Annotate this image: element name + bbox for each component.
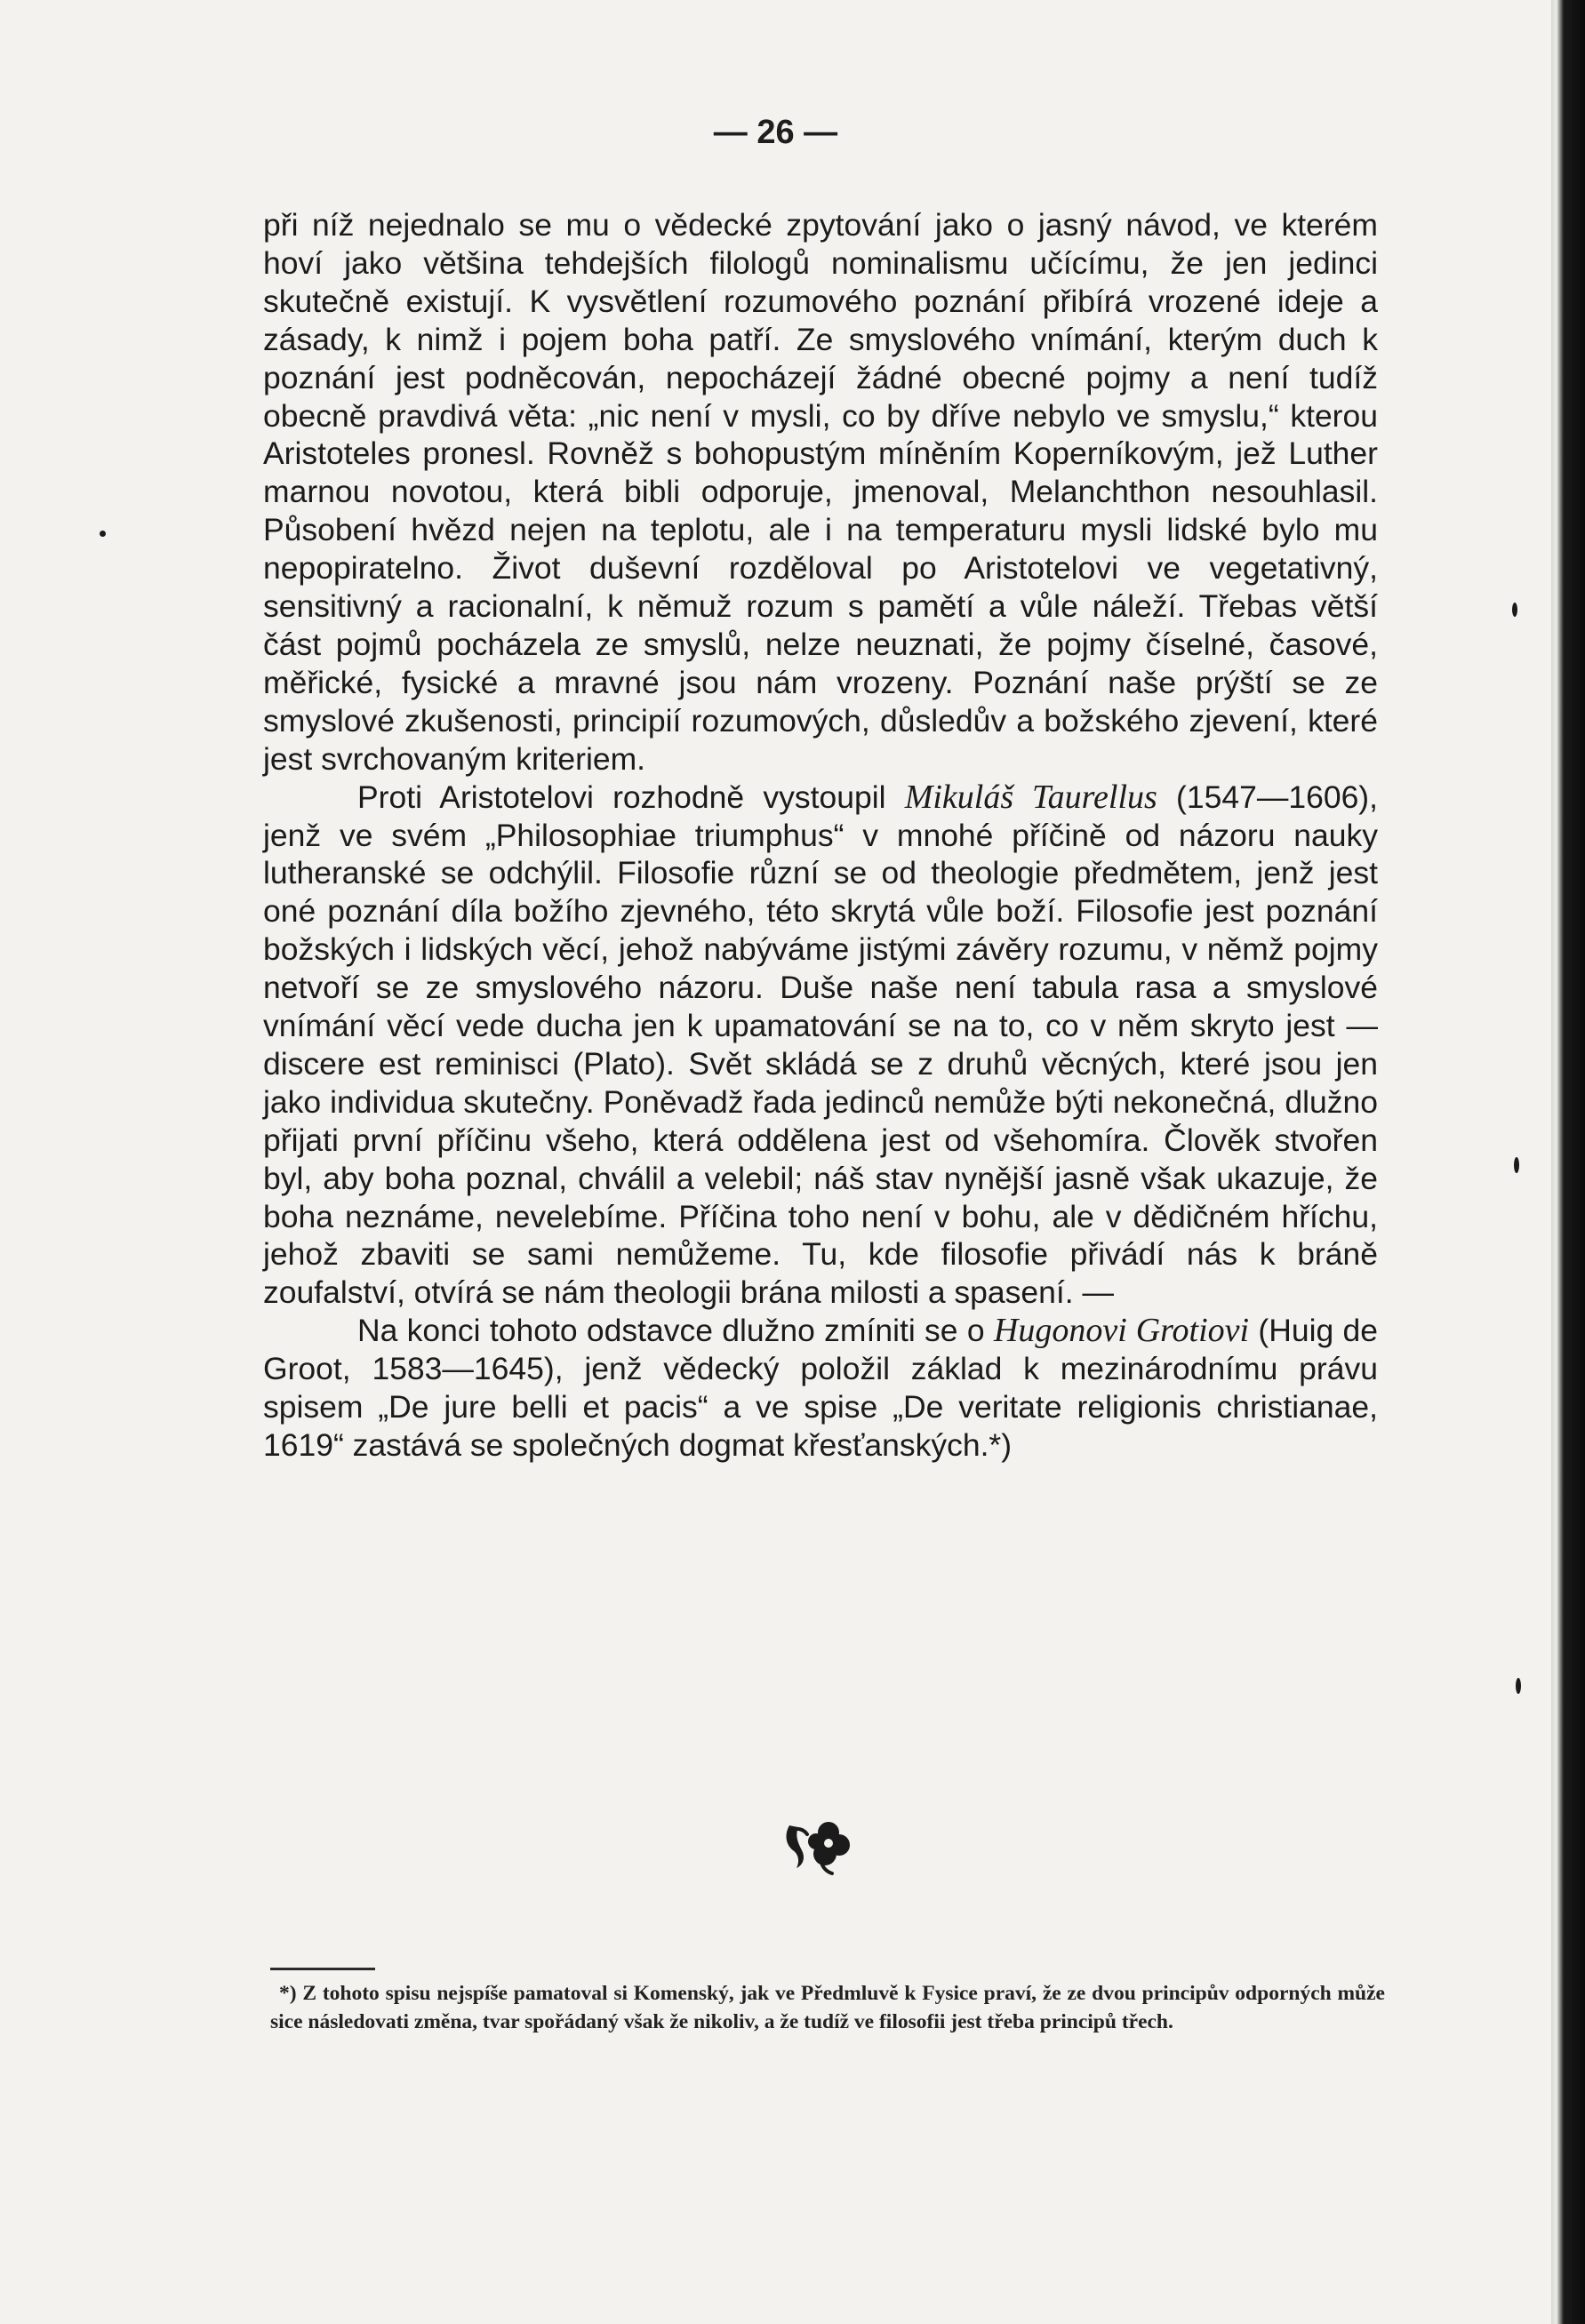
paragraph-3: [263, 1312, 1378, 1465]
paragraph-3-text-b: (Huig de Groot, 1583—1645), jenž vědecký položil základ k mezinárodnímu právu spisem „De jure belli et pacis“ a ve spise „De veritate religionis christianae, 1619“ zastává se společných dogmat křesťanských.*): [263, 1313, 1379, 1463]
paper-speck: [1514, 1157, 1519, 1173]
paragraph-3-text-a: Na konci tohoto odstavce dlužno zmíniti se o: [357, 1313, 994, 1349]
paragraph-1: [263, 206, 1378, 779]
paper-speck: [1512, 603, 1517, 617]
paragraph-2-text-a: Proti Aristotelovi rozhodně vystoupil: [357, 779, 905, 815]
page-number: — 26 —: [713, 114, 838, 151]
main-text: [263, 206, 1378, 1465]
paragraph-2-text-b: (1547—1606), jenž ve svém „Philosophiae triumphus“ v mnohé příčině od názoru nauky lutheranské se odchýlil. Filosofie různí se od theologie předmětem, jenž jest oné poznání díla božího zjevného, této skrytá vůle boží. Filosofie jest poznání božských i lidských věcí, jehož nabýváme jistými závěry rozumu, v němž pojmy netvoří se ze smyslového názoru. Duše naše není tabula rasa a smyslové vnímání věcí vede ducha jen k upamatování se na to, co v něm skryto jest — discere est reminisci (Plato). Svět skládá se z druhů věcných, které jsou jen jako individua skutečny. Poněvadž řada jedinců nemůže býti nekonečná, dlužno přijati první příčinu všeho, která oddělena jest od všehomíra. Člověk stvořen byl, aby boha poznal, chválil a velebil; náš stav nynější jasně však ukazuje, že boha neznáme, nevelebíme. Příčina toho není v bohu, ale v dědičném hříchu, jehož zbaviti se sami nemůžeme. Tu, kde filosofie přivádí nás k bráně zoufalství, otvírá se nám theologii brána milosti a spasení. —: [263, 779, 1378, 1311]
fleuron-icon: [782, 1813, 853, 1875]
paragraph-2: [263, 779, 1378, 1313]
paragraph-1-text: při níž nejednalo se mu o vědecké zpytování jako o jasný návod, ve kterém hoví jako většina tehdejších filologů nominalismu učícímu, že jen jedinci skutečně existují. K vysvětlení rozumového poznání přibírá vrozené ideje a zásady, k nimž i pojem boha patří. Ze smyslového vnímání, kterým duch k poznání jest podněcován, nepocházejí žádné obecné pojmy a není tudíž obecně pravdivá věta: „nic není v mysli, co by dříve nebylo ve smyslu,“ kterou Aristoteles pronesl. Rovněž s bohopustým míněním Koperníkovým, jež Luther marnou novotou, která bibli odporuje, jmenoval, Melanchthon nesouhlasil. Působení hvězd nejen na teplotu, ale i na temperaturu mysli lidské bylo mu nepopiratelno. Život duševní rozděloval po Aristotelovi ve vegetativný, sensitivný a racionalní, k němuž rozum s pamětí a vůle náleží. Třebas větší část pojmů pocházela ze smyslů, nelze neuznati, že pojmy číselné, časové, měřické, fysické a mravné jsou nám vrozeny. Poznání naše prýští se ze smyslové zkušenosti, principií rozumových, důsledův a božského zjevení, které jest svrchovaným kriteriem.: [263, 207, 1378, 777]
paper-speck: [100, 531, 106, 537]
page-edge: [1551, 0, 1585, 2324]
person-name-taurellus: Mikuláš Taurellus: [904, 778, 1157, 816]
footnote: *) Z tohoto spisu nejspíše pamatoval si Komenský, jak ve Předmluvě k Fysice praví, že ze dvou principův odporných může sice následovati změna, tvar spořádaný však že nikoliv, a že tudíž ve filosofii jest třeba principů třech.: [270, 1982, 1385, 2033]
person-name-grotius: Hugonovi Grotiovi: [993, 1312, 1250, 1350]
paper-speck: [1516, 1678, 1521, 1694]
footnote-rule: [270, 1968, 375, 1970]
